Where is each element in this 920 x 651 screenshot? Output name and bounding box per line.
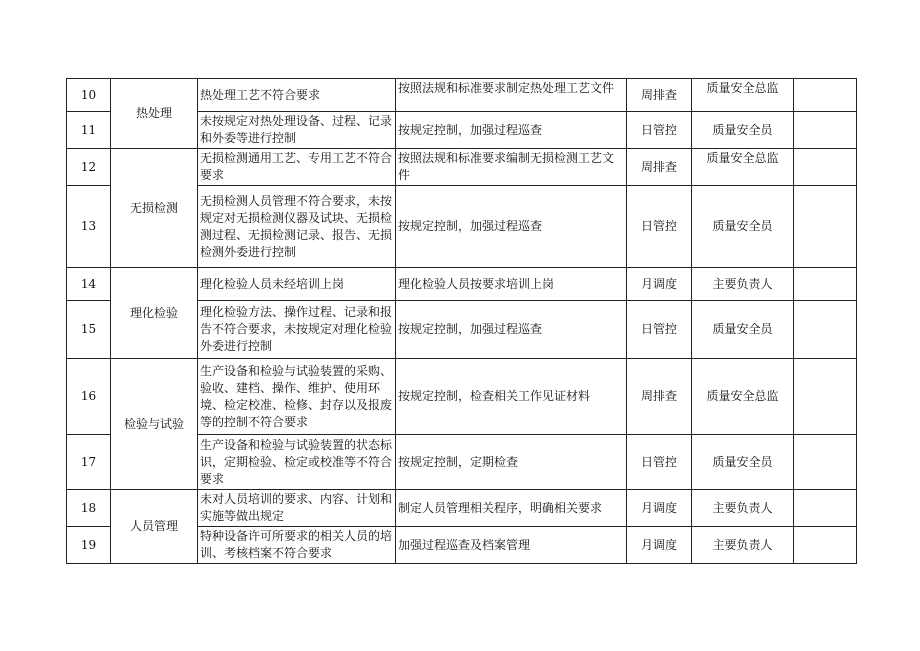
risk-control-table bbox=[66, 78, 857, 564]
issue-cell: 生产设备和检验与试验装置的采购、验收、建档、操作、维护、使用环境、检定校准、检修、封存以及报废等的控制不符合要求 bbox=[198, 359, 396, 435]
responsible-cell: 质量安全员 bbox=[692, 435, 794, 490]
blank-cell bbox=[794, 268, 857, 301]
row-number: 15 bbox=[67, 301, 111, 359]
frequency-cell: 月调度 bbox=[627, 490, 692, 527]
category-cell: 检验与试验 bbox=[111, 359, 198, 490]
blank-cell bbox=[794, 435, 857, 490]
responsible-cell: 质量安全员 bbox=[692, 301, 794, 359]
responsible-cell: 主要负责人 bbox=[692, 268, 794, 301]
frequency-cell: 月调度 bbox=[627, 268, 692, 301]
row-number: 13 bbox=[67, 186, 111, 268]
issue-cell: 生产设备和检验与试验装置的状态标识，定期检验、检定或校准等不符合要求 bbox=[198, 435, 396, 490]
issue-cell: 无损检测人员管理不符合要求，未按规定对无损检测仪器及试块、无损检测过程、无损检测记录、报告、无损检测外委进行控制 bbox=[198, 186, 396, 268]
frequency-cell: 日管控 bbox=[627, 435, 692, 490]
table-row bbox=[67, 359, 857, 435]
blank-cell bbox=[794, 149, 857, 186]
category-cell: 人员管理 bbox=[111, 490, 198, 564]
measure-cell: 制定人员管理相关程序，明确相关要求 bbox=[396, 490, 627, 527]
row-number: 11 bbox=[67, 112, 111, 149]
frequency-cell: 周排查 bbox=[627, 79, 692, 112]
row-number: 14 bbox=[67, 268, 111, 301]
row-number: 18 bbox=[67, 490, 111, 527]
responsible-cell: 质量安全总监 bbox=[692, 149, 794, 186]
blank-cell bbox=[794, 527, 857, 564]
frequency-cell: 日管控 bbox=[627, 186, 692, 268]
blank-cell bbox=[794, 112, 857, 149]
issue-cell: 特种设备许可所要求的相关人员的培训、考核档案不符合要求 bbox=[198, 527, 396, 564]
frequency-cell: 日管控 bbox=[627, 301, 692, 359]
responsible-cell: 质量安全员 bbox=[692, 112, 794, 149]
frequency-cell: 日管控 bbox=[627, 112, 692, 149]
table-row bbox=[67, 149, 857, 186]
issue-cell: 理化检验方法、操作过程、记录和报告不符合要求，未按规定对理化检验外委进行控制 bbox=[198, 301, 396, 359]
row-number: 19 bbox=[67, 527, 111, 564]
issue-cell: 热处理工艺不符合要求 bbox=[198, 79, 396, 112]
measure-cell: 加强过程巡查及档案管理 bbox=[396, 527, 627, 564]
issue-cell: 无损检测通用工艺、专用工艺不符合要求 bbox=[198, 149, 396, 186]
table-row bbox=[67, 79, 857, 112]
category-cell: 热处理 bbox=[111, 79, 198, 149]
measure-cell: 按照法规和标准要求编制无损检测工艺文件 bbox=[396, 149, 627, 186]
measure-cell: 按规定控制，定期检查 bbox=[396, 435, 627, 490]
row-number: 17 bbox=[67, 435, 111, 490]
row-number: 12 bbox=[67, 149, 111, 186]
blank-cell bbox=[794, 79, 857, 112]
measure-cell: 按规定控制，检查相关工作见证材料 bbox=[396, 359, 627, 435]
table-row bbox=[67, 268, 857, 301]
blank-cell bbox=[794, 301, 857, 359]
frequency-cell: 周排查 bbox=[627, 359, 692, 435]
measure-cell: 按规定控制，加强过程巡查 bbox=[396, 112, 627, 149]
blank-cell bbox=[794, 359, 857, 435]
issue-cell: 未按规定对热处理设备、过程、记录和外委等进行控制 bbox=[198, 112, 396, 149]
row-number: 16 bbox=[67, 359, 111, 435]
measure-cell: 按规定控制，加强过程巡查 bbox=[396, 186, 627, 268]
category-cell: 理化检验 bbox=[111, 268, 198, 359]
row-number: 10 bbox=[67, 79, 111, 112]
table-row bbox=[67, 490, 857, 527]
category-cell: 无损检测 bbox=[111, 149, 198, 268]
measure-cell: 理化检验人员按要求培训上岗 bbox=[396, 268, 627, 301]
responsible-cell: 质量安全总监 bbox=[692, 79, 794, 112]
blank-cell bbox=[794, 186, 857, 268]
issue-cell: 理化检验人员未经培训上岗 bbox=[198, 268, 396, 301]
frequency-cell: 月调度 bbox=[627, 527, 692, 564]
measure-cell: 按照法规和标准要求制定热处理工艺文件 bbox=[396, 79, 627, 112]
issue-cell: 未对人员培训的要求、内容、计划和实施等做出规定 bbox=[198, 490, 396, 527]
responsible-cell: 主要负责人 bbox=[692, 527, 794, 564]
blank-cell bbox=[794, 490, 857, 527]
frequency-cell: 周排查 bbox=[627, 149, 692, 186]
responsible-cell: 质量安全员 bbox=[692, 186, 794, 268]
measure-cell: 按规定控制，加强过程巡查 bbox=[396, 301, 627, 359]
responsible-cell: 主要负责人 bbox=[692, 490, 794, 527]
responsible-cell: 质量安全总监 bbox=[692, 359, 794, 435]
